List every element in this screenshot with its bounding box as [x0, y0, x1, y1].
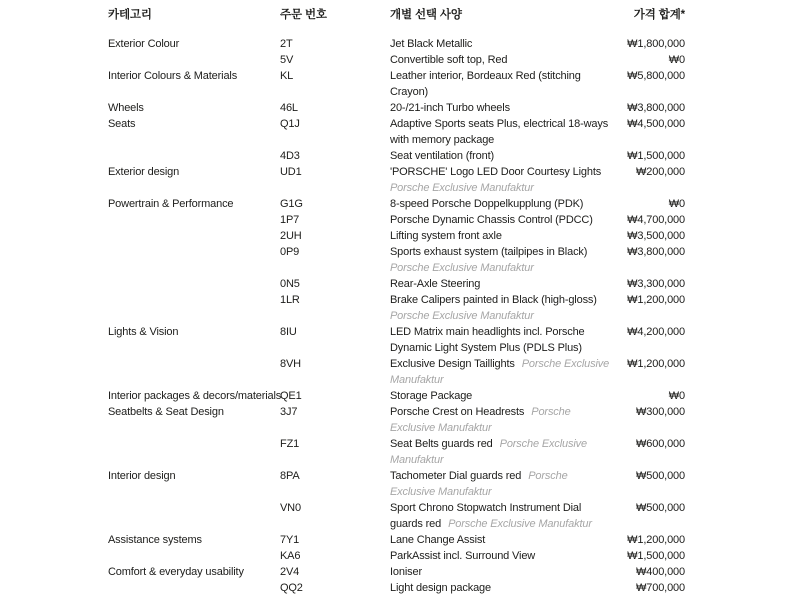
option-cell [390, 292, 622, 324]
order-code-cell: Q1J [280, 118, 300, 130]
price-cell: ₩1,500,000 [627, 550, 685, 562]
category-cell [108, 148, 280, 164]
order-code-cell: 7Y1 [280, 534, 300, 546]
table-row [108, 564, 685, 580]
order-code-cell: 3J7 [280, 406, 298, 418]
table-row [108, 244, 685, 276]
price-cell: ₩4,500,000 [627, 118, 685, 130]
table-row [108, 212, 685, 228]
price-cell: ₩700,000 [636, 582, 685, 594]
category-cell [108, 212, 280, 228]
option-text: Porsche Dynamic Chassis Control (PDCC) [390, 214, 593, 226]
option-text: Convertible soft top, Red [390, 54, 508, 66]
option-text: 20-/21-inch Turbo wheels [390, 102, 510, 114]
order-code-cell: 2T [280, 38, 293, 50]
order-code-cell: FZ1 [280, 438, 300, 450]
option-cell [390, 356, 622, 388]
header-order-number: 주문 번호 [280, 9, 327, 21]
option-text: Brake Calipers painted in Black (high-gloss) [390, 294, 597, 306]
order-code-cell: 1LR [280, 294, 300, 306]
category-cell: Seats [108, 118, 136, 130]
order-code-cell: 0P9 [280, 246, 300, 258]
price-cell: ₩500,000 [636, 502, 685, 514]
option-cell [390, 196, 622, 212]
option-text: Jet Black Metallic [390, 38, 473, 50]
table-header-row [108, 7, 685, 23]
option-cell [390, 548, 622, 564]
order-code-cell: KA6 [280, 550, 301, 562]
category-cell: Exterior Colour [108, 38, 180, 50]
price-cell: ₩3,500,000 [627, 230, 685, 242]
header-option: 개별 선택 사양 [390, 9, 462, 21]
option-text: Tachometer Dial guards red [390, 470, 522, 482]
price-cell: ₩0 [668, 390, 685, 402]
table-row [108, 532, 685, 548]
table-row [108, 436, 685, 468]
option-cell [390, 116, 622, 148]
option-cell [390, 36, 622, 52]
option-text: ParkAssist incl. Surround View [390, 550, 536, 562]
table-row [108, 468, 685, 500]
option-text: Light design package [390, 582, 491, 594]
option-text: Sport Chrono Stopwatch Instrument Dial guards red [390, 502, 582, 530]
option-cell [390, 404, 622, 436]
option-text: Adaptive Sports seats Plus, electrical 18-ways with memory package [390, 118, 609, 146]
order-code-cell: QE1 [280, 390, 302, 402]
order-code-cell: 46L [280, 102, 298, 114]
table-row [108, 100, 685, 116]
price-cell: ₩400,000 [636, 566, 685, 578]
option-text: Seat Belts guards red [390, 438, 493, 450]
manufaktur-label: Porsche Exclusive Manufaktur [448, 518, 592, 530]
option-text: LED Matrix main headlights incl. Porsche Dynamic Light System Plus (PDLS Plus) [390, 326, 585, 354]
option-cell [390, 68, 622, 100]
category-cell [108, 292, 280, 324]
option-cell [390, 228, 622, 244]
option-text: 'PORSCHE' Logo LED Door Courtesy Lights [390, 166, 602, 178]
category-cell [108, 500, 280, 532]
option-cell [390, 100, 622, 116]
order-code-cell: 8IU [280, 326, 297, 338]
header-category: 카테고리 [108, 9, 152, 21]
table-row [108, 148, 685, 164]
option-cell [390, 468, 622, 500]
table-row [108, 228, 685, 244]
table-row [108, 164, 685, 196]
option-cell [390, 276, 622, 292]
order-code-cell: 2V4 [280, 566, 300, 578]
order-code-cell: UD1 [280, 166, 302, 178]
manufaktur-label: Porsche Exclusive Manufaktur [390, 310, 534, 322]
table-row [108, 36, 685, 52]
category-cell: Lights & Vision [108, 326, 179, 338]
option-text: Porsche Crest on Headrests [390, 406, 525, 418]
price-cell: ₩1,200,000 [627, 358, 685, 370]
category-cell: Comfort & everyday usability [108, 566, 244, 578]
manufaktur-label: Porsche Exclusive Manufaktur [390, 470, 568, 498]
category-cell: Wheels [108, 102, 144, 114]
option-cell [390, 532, 622, 548]
price-cell: ₩3,800,000 [627, 102, 685, 114]
table-row [108, 196, 685, 212]
price-cell: ₩4,200,000 [627, 326, 685, 338]
price-cell: ₩3,300,000 [627, 278, 685, 290]
category-cell: Assistance systems [108, 534, 202, 546]
price-cell: ₩600,000 [636, 438, 685, 450]
category-cell: Interior packages & decors/materials [108, 390, 282, 402]
price-cell: ₩1,200,000 [627, 294, 685, 306]
price-cell: ₩4,700,000 [627, 214, 685, 226]
option-cell [390, 148, 622, 164]
option-text: Lifting system front axle [390, 230, 502, 242]
price-cell: ₩1,200,000 [627, 534, 685, 546]
order-code-cell: KL [280, 70, 294, 82]
table-row [108, 356, 685, 388]
option-cell [390, 212, 622, 228]
option-cell [390, 244, 622, 276]
table-row [108, 388, 685, 404]
price-cell: ₩1,500,000 [627, 150, 685, 162]
manufaktur-label: Porsche Exclusive Manufaktur [390, 358, 610, 386]
order-code-cell: 8PA [280, 470, 300, 482]
order-code-cell: VN0 [280, 502, 301, 514]
price-cell: ₩3,800,000 [627, 246, 685, 258]
category-cell: Interior design [108, 470, 176, 482]
category-cell [108, 548, 280, 564]
order-code-cell: 8VH [280, 358, 301, 370]
table-body [108, 36, 685, 594]
option-text: 8-speed Porsche Doppelkupplung (PDK) [390, 198, 584, 210]
category-cell [108, 52, 280, 68]
order-code-cell: QQ2 [280, 582, 303, 594]
category-cell [108, 580, 280, 594]
option-text: Ioniser [390, 566, 422, 578]
option-text: Rear-Axle Steering [390, 278, 481, 290]
manufaktur-label: Porsche Exclusive Manufaktur [390, 262, 534, 274]
manufaktur-label: Porsche Exclusive Manufaktur [390, 182, 534, 194]
order-code-cell: 0N5 [280, 278, 300, 290]
option-cell [390, 52, 622, 68]
option-text: Seat ventilation (front) [390, 150, 495, 162]
price-cell: ₩1,800,000 [627, 38, 685, 50]
price-cell: ₩500,000 [636, 470, 685, 482]
table-row [108, 116, 685, 148]
price-cell: ₩5,800,000 [627, 70, 685, 82]
table-row [108, 500, 685, 532]
option-cell [390, 324, 622, 356]
table-row [108, 276, 685, 292]
option-text: Sports exhaust system (tailpipes in Black) [390, 246, 588, 258]
table-row [108, 548, 685, 564]
category-cell: Exterior design [108, 166, 180, 178]
price-cell: ₩300,000 [636, 406, 685, 418]
order-code-cell: 2UH [280, 230, 302, 242]
category-cell [108, 436, 280, 468]
table-row [108, 68, 685, 100]
category-cell: Seatbelts & Seat Design [108, 406, 224, 418]
category-cell [108, 276, 280, 292]
table-row [108, 580, 685, 594]
category-cell [108, 228, 280, 244]
option-cell [390, 500, 622, 532]
option-cell [390, 388, 622, 404]
price-cell: ₩0 [668, 54, 685, 66]
order-code-cell: 5V [280, 54, 294, 66]
option-cell [390, 580, 622, 594]
option-text: Storage Package [390, 390, 473, 402]
option-cell [390, 564, 622, 580]
price-cell: ₩0 [668, 198, 685, 210]
category-cell: Powertrain & Performance [108, 198, 234, 210]
category-cell: Interior Colours & Materials [108, 70, 238, 82]
order-code-cell: 1P7 [280, 214, 300, 226]
option-text: Lane Change Assist [390, 534, 486, 546]
manufaktur-label: Porsche Exclusive Manufaktur [390, 438, 587, 466]
category-cell [108, 244, 280, 276]
table-row [108, 404, 685, 436]
order-code-cell: G1G [280, 198, 303, 210]
option-text: Leather interior, Bordeaux Red (stitching Crayon) [390, 70, 581, 98]
header-price: 가격 합계* [633, 9, 685, 21]
option-text: Exclusive Design Taillights [390, 358, 515, 370]
option-cell [390, 164, 622, 196]
table-row [108, 292, 685, 324]
option-cell [390, 436, 622, 468]
table-row [108, 52, 685, 68]
table-row [108, 324, 685, 356]
manufaktur-label: Porsche Exclusive Manufaktur [390, 406, 571, 434]
price-cell: ₩200,000 [636, 166, 685, 178]
category-cell [108, 356, 280, 388]
order-code-cell: 4D3 [280, 150, 300, 162]
